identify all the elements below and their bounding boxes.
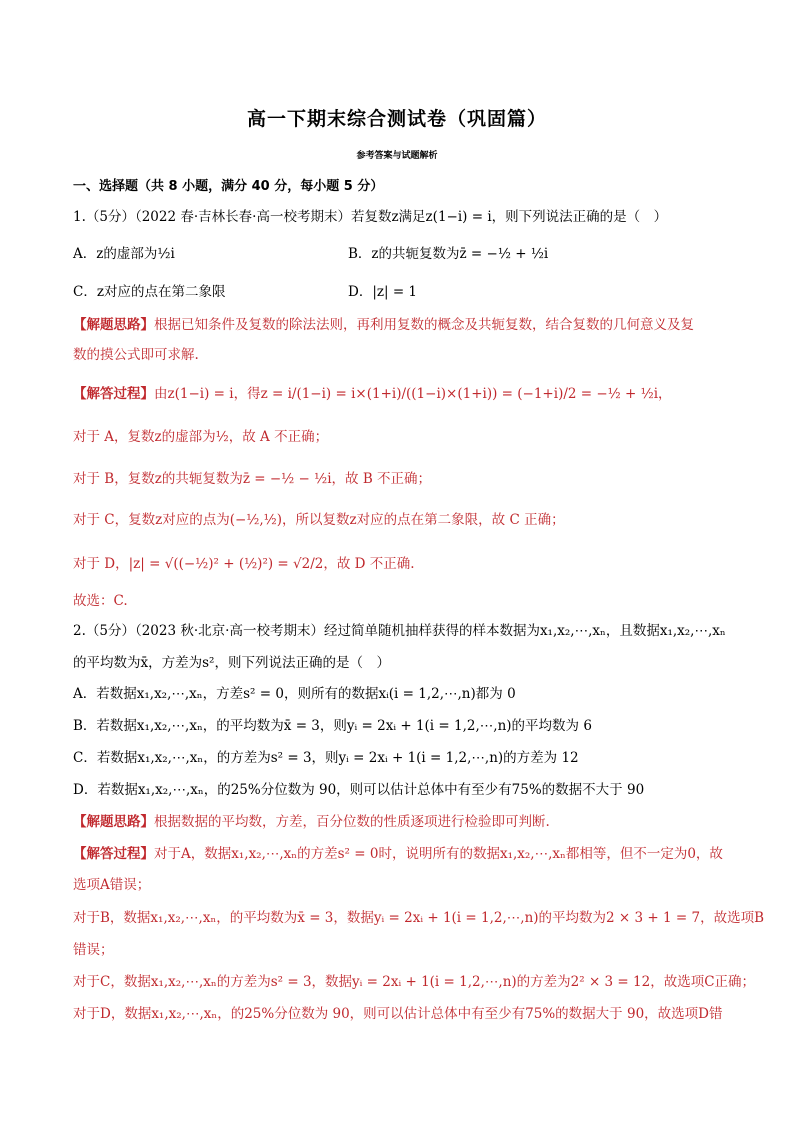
page-title: 高一下期末综合测试卷（巩固篇） <box>246 108 547 130</box>
q1-option-d: D．|z| = 1 <box>348 284 418 300</box>
q1-process-text: 由z(1−i) = i，得z = i/(1−i) = i×(1+i)/((1−i)×(1+i)) = (−1+i)/2 = −½ + ½i， <box>154 386 672 402</box>
q2-process-a-line1 <box>73 845 733 863</box>
q1-analysis-a: 对于 A，复数z的虚部为½，故 A 不正确； <box>73 429 329 445</box>
q2-process-a-line2: 选项A错误； <box>73 877 151 893</box>
q2-process-d: 对于D，数据x₁,x₂,⋯,xₙ，的25%分位数为 90，则可以估计总体中有至少有75%的数据大于 90，故选项D错 <box>73 1006 723 1022</box>
q2-process-tag: 【解答过程】 <box>73 846 154 862</box>
q2-stem-line2: 的平均数为x̄，方差为s²，则下列说法正确的是（ ） <box>73 655 390 671</box>
q1-analysis-d: 对于 D，|z| = √((−½)² + (½)²) = √2/2，故 D 不正确. <box>73 556 415 572</box>
q2-stem-line1: 2.（5分）（2023 秋·北京·高一校考期末）经过简单随机抽样获得的样本数据为x₁,x₂,⋯,xₙ，且数据x₁,x₂,⋯,xₙ <box>73 623 726 639</box>
q2-process-c: 对于C，数据x₁,x₂,⋯,xₙ的方差为s² = 3，数据yᵢ = 2xᵢ + 1(i = 1,2,⋯,n)的方差为2² × 3 = 12，故选项C正确； <box>73 974 756 990</box>
q2-option-c: C．若数据x₁,x₂,⋯,xₙ，的方差为s² = 3，则yᵢ = 2xᵢ + 1(i = 1,2,⋯,n)的方差为 12 <box>73 750 579 766</box>
q2-option-d: D．若数据x₁,x₂,⋯,xₙ，的25%分位数为 90，则可以估计总体中有至少有75%的数据不大于 90 <box>73 782 645 798</box>
q1-idea-tag: 【解题思路】 <box>73 317 154 333</box>
q2-process-a-text: 对于A，数据x₁,x₂,⋯,xₙ的方差s² = 0时，说明所有的数据x₁,x₂,⋯,xₙ都相等，但不一定为0，故 <box>154 846 723 862</box>
q2-option-a: A．若数据x₁,x₂,⋯,xₙ，方差s² = 0，则所有的数据xᵢ(i = 1,2,⋯,n)都为 0 <box>73 686 516 702</box>
q2-process-b-line2: 错误； <box>73 942 114 958</box>
q1-option-c: C．z对应的点在第二象限 <box>73 284 226 300</box>
q2-idea-text: 根据数据的平均数，方差，百分位数的性质逐项进行检验即可判断. <box>154 814 550 830</box>
q2-process-b-line1: 对于B，数据x₁,x₂,⋯,xₙ，的平均数为x̄ = 3，数据yᵢ = 2xᵢ + 1(i = 1,2,⋯,n)的平均数为2 × 3 + 1 = 7，故选项B <box>73 910 764 926</box>
q1-answer: 故选：C. <box>73 593 128 609</box>
q1-idea-line2: 数的摸公式即可求解. <box>73 347 199 363</box>
q1-process-line <box>73 385 733 403</box>
q1-idea-text: 根据已知条件及复数的除法法则，再利用复数的概念及共轭复数，结合复数的几何意义及复 <box>154 317 694 333</box>
q2-idea-tag: 【解题思路】 <box>73 814 154 830</box>
q1-idea-line1 <box>73 316 733 334</box>
q2-option-b: B．若数据x₁,x₂,⋯,xₙ，的平均数为x̄ = 3，则yᵢ = 2xᵢ + 1(i = 1,2,⋯,n)的平均数为 6 <box>73 718 592 734</box>
q1-analysis-b: 对于 B，复数z的共轭复数为z̄ = −½ − ½i，故 B 不正确； <box>73 471 432 487</box>
q1-option-b: B．z的共轭复数为z̄ = −½ + ½i <box>348 246 549 262</box>
section-heading: 一、选择题（共 8 小题，满分 40 分，每小题 5 分） <box>73 179 384 194</box>
q1-option-a: A．z的虚部为½i <box>73 246 175 262</box>
page-subtitle: 参考答案与试题解析 <box>356 151 438 161</box>
q1-process-tag: 【解答过程】 <box>73 386 154 402</box>
q1-analysis-c: 对于 C，复数z对应的点为(−½,½)，所以复数z对应的点在第二象限，故 C 正确； <box>73 512 565 528</box>
q2-idea-line <box>73 813 733 831</box>
q1-stem: 1.（5分）（2022 春·吉林长春·高一校考期末）若复数z满足z(1−i) = i，则下列说法正确的是（ ） <box>73 209 668 225</box>
